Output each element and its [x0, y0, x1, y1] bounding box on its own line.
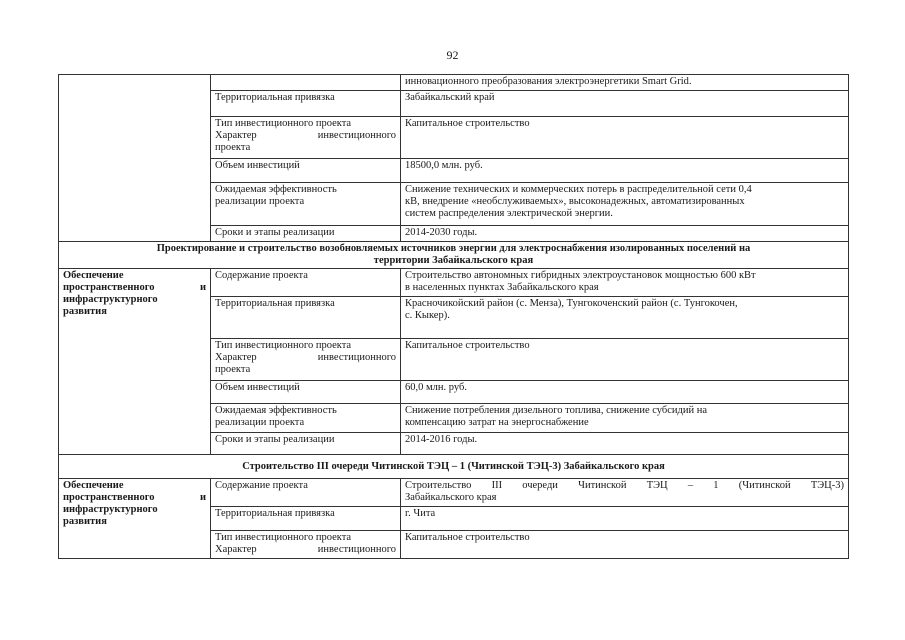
volume-label: Объем инвестиций — [211, 159, 401, 183]
efficiency-value-line-1: Снижение технических и коммерческих потерь в распределительной сети 0,4 — [405, 184, 752, 195]
efficiency-label-line-1: Ожидаемая эффективность — [215, 405, 337, 416]
content-value-line-1: Строительство III очереди Читинской ТЭЦ – 1 (Читинской ТЭЦ-3) — [405, 480, 844, 491]
section-heading — [59, 242, 849, 269]
type-label-word-2: инвестиционного — [317, 130, 396, 141]
table-row — [59, 269, 849, 297]
type-label-line-2 — [215, 352, 396, 364]
category-word-1: пространственного — [63, 492, 155, 503]
efficiency-value-line-3: систем распределения электрической энергии. — [405, 208, 613, 219]
type-label-word-2: инвестиционного — [317, 352, 396, 363]
type-label — [211, 339, 401, 381]
territorial-value: г. Чита — [401, 507, 849, 531]
content-value-continued: инновационного преобразования электроэнергетики Smart Grid. — [401, 75, 849, 91]
period-label: Сроки и этапы реализации — [211, 433, 401, 455]
type-label-word-1: Характер — [215, 130, 257, 141]
category-cell — [59, 479, 211, 559]
type-label-line-3: проекта — [215, 142, 251, 153]
investment-projects-table — [58, 74, 849, 559]
efficiency-value-line-1: Снижение потребления дизельного топлива, снижение субсидий на — [405, 405, 708, 416]
efficiency-label-line-2: реализации проекта — [215, 196, 305, 207]
territorial-label: Территориальная привязка — [211, 297, 401, 339]
category-cell — [59, 269, 211, 455]
type-label-word-1: Характер — [215, 544, 257, 555]
volume-value: 60,0 млн. руб. — [401, 381, 849, 404]
page-number: 92 — [446, 48, 459, 62]
period-label: Сроки и этапы реализации — [211, 226, 401, 242]
type-label-line-2 — [215, 544, 396, 556]
table-row — [59, 479, 849, 507]
category-line-1: Обеспечение — [63, 270, 124, 281]
section-heading-row — [59, 455, 849, 479]
efficiency-value — [401, 404, 849, 433]
period-value: 2014-2016 годы. — [401, 433, 849, 455]
type-label-word-2: инвестиционного — [317, 544, 396, 555]
efficiency-label — [211, 404, 401, 433]
territorial-label: Территориальная привязка — [211, 91, 401, 117]
content-value-line-2: Забайкальского края — [405, 492, 497, 503]
efficiency-label — [211, 183, 401, 226]
category-cell-empty — [59, 75, 211, 242]
category-line-4: развития — [63, 306, 107, 317]
efficiency-value-line-2: компенсацию затрат на энергоснабжение — [405, 417, 589, 428]
volume-label: Объем инвестиций — [211, 381, 401, 404]
category-line-3: инфраструктурного — [63, 504, 158, 515]
type-label-word-1: Характер — [215, 352, 257, 363]
type-value: Капитальное строительство — [401, 117, 849, 159]
efficiency-label-line-1: Ожидаемая эффективность — [215, 184, 337, 195]
type-label-line-1: Тип инвестиционного проекта — [215, 340, 352, 351]
category-word-1: пространственного — [63, 282, 155, 293]
territorial-label: Территориальная привязка — [211, 507, 401, 531]
type-label-line-2 — [215, 130, 396, 142]
territorial-value-line-1: Красночикойский район (с. Менза), Тунгокоченский район (с. Тунгокочен, — [405, 298, 738, 309]
content-value — [401, 269, 849, 297]
efficiency-label-line-2: реализации проекта — [215, 417, 305, 428]
type-label — [211, 117, 401, 159]
category-line-3: инфраструктурного — [63, 294, 158, 305]
type-label — [211, 531, 401, 559]
content-value-line-2: в населенных пунктах Забайкальского края — [405, 282, 599, 293]
category-line-4: развития — [63, 516, 107, 527]
type-value: Капитальное строительство — [401, 339, 849, 381]
category-line-2 — [63, 492, 206, 504]
category-line-1: Обеспечение — [63, 480, 124, 491]
category-word-2: и — [199, 492, 206, 503]
efficiency-value — [401, 183, 849, 226]
content-label: Содержание проекта — [211, 479, 401, 507]
territorial-value-line-2: с. Кыкер). — [405, 310, 450, 321]
volume-value: 18500,0 млн. руб. — [401, 159, 849, 183]
label-cell-empty — [211, 75, 401, 91]
type-label-line-1: Тип инвестиционного проекта — [215, 532, 352, 543]
section-heading-line-1: Проектирование и строительство возобновляемых источников энергии для электроснабжения изолированных поселений на — [156, 243, 751, 254]
category-line-2 — [63, 282, 206, 294]
efficiency-value-line-2: кВ, внедрение «необслуживаемых», высоконадежных, автоматизированных — [405, 196, 745, 207]
section-heading: Строительство III очереди Читинской ТЭЦ – 1 (Читинской ТЭЦ-3) Забайкальского края — [59, 455, 849, 479]
section-heading-line-2: территории Забайкальского края — [373, 255, 534, 266]
content-value-line-1: Строительство автономных гибридных электроустановок мощностью 600 кВт — [405, 270, 756, 281]
table-row — [59, 75, 849, 91]
section-heading-row — [59, 242, 849, 269]
period-value: 2014-2030 годы. — [401, 226, 849, 242]
content-value — [401, 479, 849, 507]
territorial-value: Забайкальский край — [401, 91, 849, 117]
type-label-line-1: Тип инвестиционного проекта — [215, 118, 352, 129]
type-label-line-3: проекта — [215, 364, 251, 375]
category-word-2: и — [199, 282, 206, 293]
content-label: Содержание проекта — [211, 269, 401, 297]
territorial-value — [401, 297, 849, 339]
type-value: Капитальное строительство — [401, 531, 849, 559]
